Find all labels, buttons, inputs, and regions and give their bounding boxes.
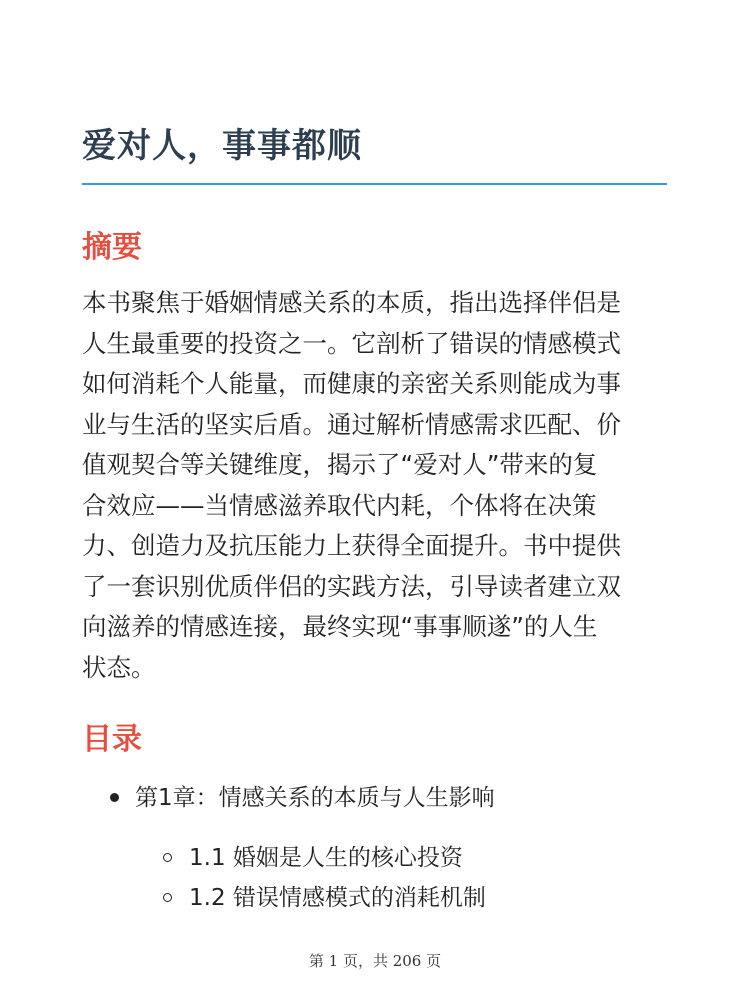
- book-title: 爱对人，事事都顺: [82, 126, 362, 166]
- abstract-line: 人生最重要的投资之一。它剖析了错误的情感模式: [82, 328, 621, 358]
- abstract-line: 了一套识别优质伴侣的实践方法，引导读者建立双: [82, 571, 621, 601]
- abstract-line: 值观契合等关键维度，揭示了“爱对人”带来的复: [82, 450, 598, 479]
- toc-section-list: [82, 838, 672, 918]
- abstract-line: 如何消耗个人能量，而健康的亲密关系则能成为事: [82, 369, 621, 398]
- hollow-bullet-icon: [163, 893, 172, 902]
- title-divider: [82, 183, 667, 185]
- hollow-bullet-icon: [163, 853, 172, 862]
- abstract-line: 状态。: [82, 652, 156, 682]
- toc-chapter-label: 第1章：情感关系的本质与人生影响: [135, 785, 495, 811]
- toc-chapter-item[interactable]: [82, 778, 672, 818]
- toc-heading: 目录: [82, 722, 142, 757]
- toc-section-item[interactable]: [82, 838, 672, 878]
- abstract-line: 本书聚焦于婚姻情感关系的本质，指出选择伴侣是: [82, 288, 621, 317]
- table-of-contents: [82, 778, 672, 911]
- abstract-line: 力、创造力及抗压能力上获得全面提升。书中提供: [82, 531, 621, 560]
- toc-section-label: 1.2 错误情感模式的消耗机制: [189, 885, 486, 911]
- abstract-line: 向滋养的情感连接，最终实现“事事顺遂”的人生: [82, 612, 598, 641]
- toc-subsection-group: [82, 818, 672, 911]
- toc-section-item[interactable]: [82, 878, 672, 918]
- abstract-line: 业与生活的坚实后盾。通过解析情感需求匹配、价: [82, 409, 621, 439]
- toc-section-label: 1.1 婚姻是人生的核心投资: [189, 845, 463, 871]
- abstract-heading: 摘要: [82, 230, 142, 265]
- abstract-paragraph: [82, 283, 672, 688]
- filled-bullet-icon: [110, 793, 119, 802]
- page-number-footer: 第 1 页，共 206 页: [308, 952, 442, 970]
- abstract-line: 合效应——当情感滋养取代内耗，个体将在决策: [82, 490, 597, 520]
